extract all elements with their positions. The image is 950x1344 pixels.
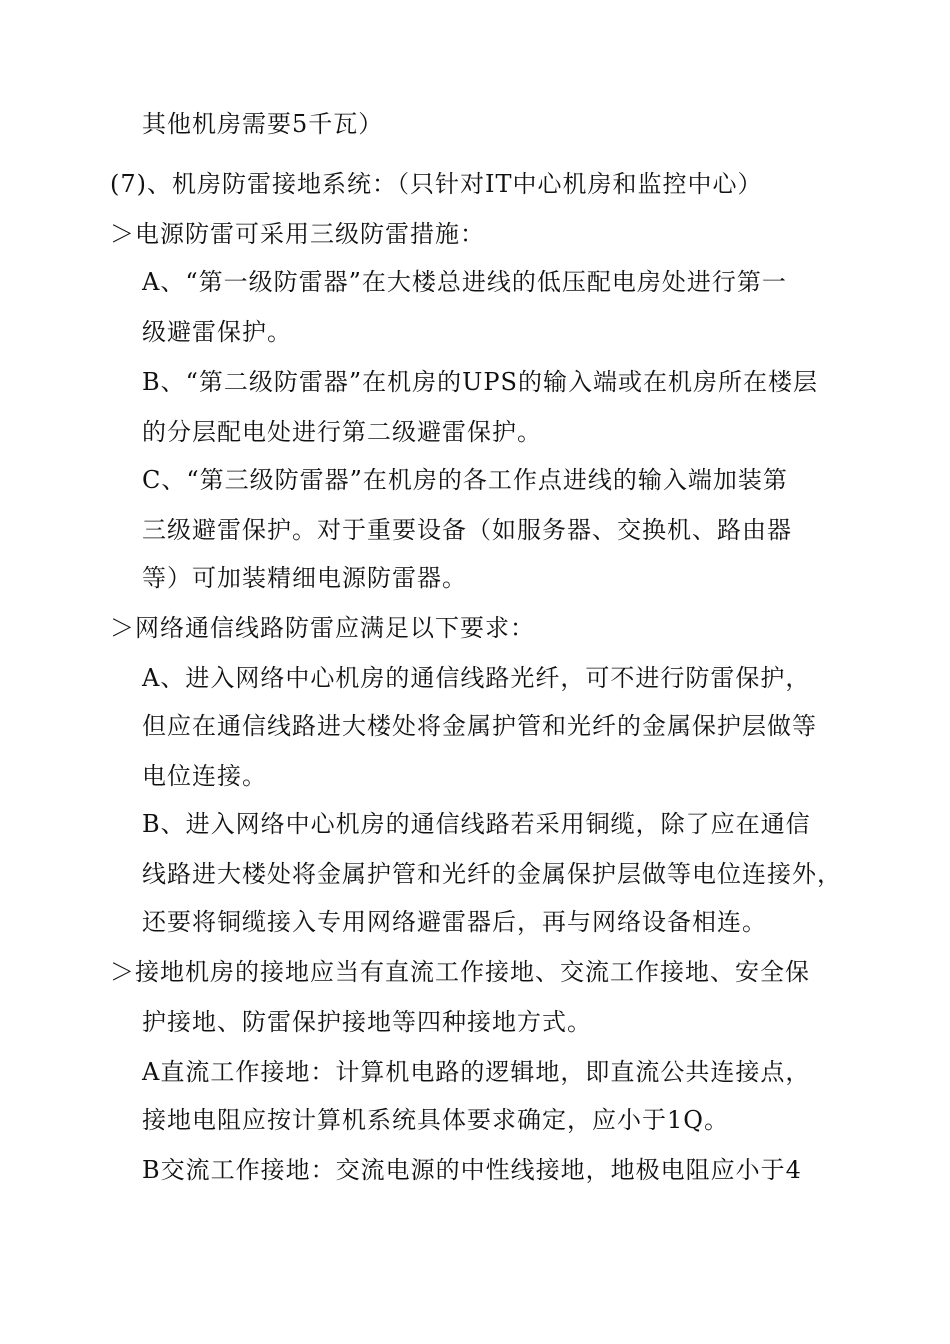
paragraph-line: 线路进大楼处将金属护管和光纤的金属保护层做等电位连接外，: [142, 860, 842, 888]
paragraph-line: 等）可加装精细电源防雷器。: [142, 564, 467, 592]
paragraph-line: A、进入网络中心机房的通信线路光纤，可不进行防雷保护，: [142, 664, 811, 692]
paragraph-line: 接地电阻应按计算机系统具体要求确定，应小于1Q。: [142, 1106, 729, 1134]
bullet-heading: ＞电源防雷可采用三级防雷措施：: [110, 220, 485, 248]
paragraph-line: 但应在通信线路进大楼处将金属护管和光纤的金属保护层做等: [142, 712, 817, 740]
paragraph-line: 其他机房需要5千瓦）: [142, 110, 384, 138]
paragraph-line: B、进入网络中心机房的通信线路若采用铜缆，除了应在通信: [142, 810, 811, 838]
section-heading: (7)、机房防雷接地系统：（只针对IT中心机房和监控中心）: [110, 170, 763, 198]
paragraph-line: 电位连接。: [142, 762, 267, 790]
paragraph-line: C、“第三级防雷器”在机房的各工作点进线的输入端加装第: [142, 466, 788, 494]
paragraph-line: 还要将铜缆接入专用网络避雷器后，再与网络设备相连。: [142, 908, 767, 936]
bullet-heading: ＞接地机房的接地应当有直流工作接地、交流工作接地、安全保: [110, 958, 810, 986]
paragraph-line: A、“第一级防雷器”在大楼总进线的低压配电房处进行第一: [142, 268, 787, 296]
bullet-heading: ＞网络通信线路防雷应满足以下要求：: [110, 614, 535, 642]
paragraph-line: B、“第二级防雷器”在机房的UPS的输入端或在机房所在楼层: [142, 368, 818, 396]
paragraph-line: 三级避雷保护。对于重要设备（如服务器、交换机、路由器: [142, 516, 792, 544]
paragraph-line: B交流工作接地：交流电源的中性线接地，地极电阻应小于4: [142, 1156, 802, 1184]
paragraph-line: A直流工作接地：计算机电路的逻辑地，即直流公共连接点，: [142, 1058, 811, 1086]
paragraph-line: 级避雷保护。: [142, 318, 292, 346]
paragraph-line: 护接地、防雷保护接地等四种接地方式。: [142, 1008, 592, 1036]
paragraph-line: 的分层配电处进行第二级避雷保护。: [142, 418, 542, 446]
